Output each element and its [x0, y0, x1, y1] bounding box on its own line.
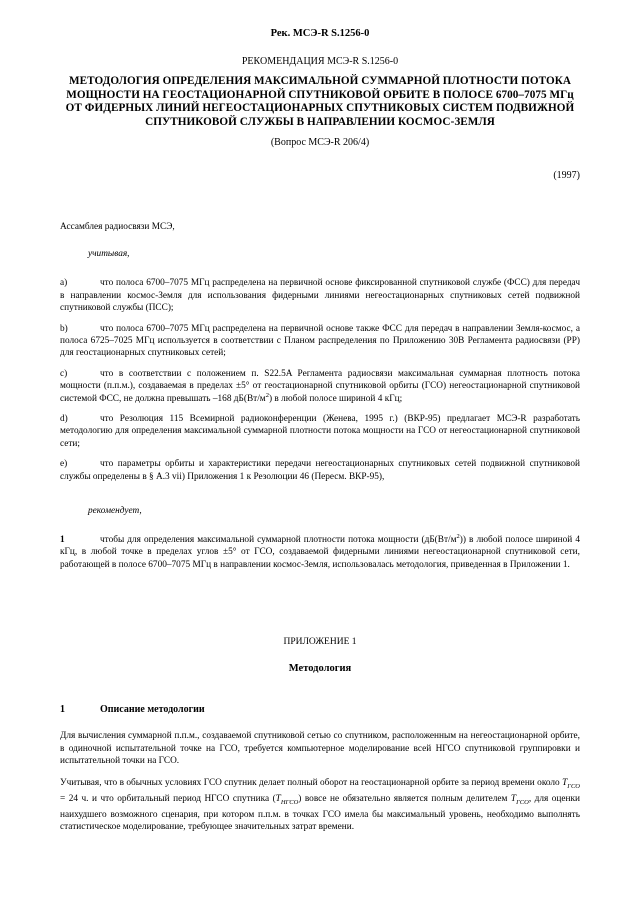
item-text: что полоса 6700–7075 МГц распределена на первичной основе также ФСС для передач в направлении Земля-космос, а полоса 6725–7025 МГц используется в соответствии с Планом распределения по Приложению 30B Регламента радиосвязи (РР) для геостационарных спутниковых сетей; — [60, 323, 580, 359]
section-title: Описание методологии — [100, 704, 205, 716]
annex-label: ПРИЛОЖЕНИЕ 1 — [283, 637, 357, 648]
item-text: что Резолюция 115 Всемирной радиоконференции (Женева, 1995 г.) (ВКР-95) предлагает МСЭ-R разработать методологию для определения максимальной суммарной плотности потока мощности на ГСО от негеостационарной спутниковой сети; — [60, 414, 580, 449]
item-text: что в соответствии с положением п. S22.5A Регламента радиосвязи максимальная суммарная плотность потока мощности (п.п.м.), создаваемая в пределах ±5° от геостационарной спутниковой орбиты (ГСО) негеостационарной спутниковой системой ФСС, не должна превышать –168 $дБ(Вт/м^2)$ в любой полосе шириной 4 кГц; — [60, 368, 580, 404]
considering-item-a — [60, 277, 580, 314]
item-label: e) — [60, 459, 68, 470]
item-label: 1 — [60, 535, 65, 546]
running-header: Рек. МСЭ-R S.1256-0 — [270, 28, 370, 39]
section-number: 1 — [60, 704, 65, 716]
question-reference: (Вопрос МСЭ-R 206/4) — [270, 137, 370, 149]
recommends-heading: рекомендует, — [88, 506, 142, 517]
section-heading — [60, 704, 580, 718]
item-label: c) — [60, 368, 68, 379]
document-page — [60, 28, 580, 834]
item-text: что параметры орбиты и характеристики передачи негеостационарных спутниковых сетей подвижной спутниковой службы определены в § A.3 vii) Приложения 1 к Резолюции 46 (Пересм. ВКР-95), — [60, 459, 580, 482]
document-title: МЕТОДОЛОГИЯ ОПРЕДЕЛЕНИЯ МАКСИМАЛЬНОЙ СУММАРНОЙ ПЛОТНОСТИ ПОТОКА МОЩНОСТИ НА ГЕОСТАЦИОНАРНОЙ СПУТНИКОВОЙ ОРБИТЕ В ПОЛОСЕ 6700–7075 МГц ОТ ФИДЕРНЫХ ЛИНИЙ НЕГЕОСТАЦИОНАРНЫХ СПУТНИКОВЫХ СИСТЕМ ПОДВИЖНОЙ СПУТНИКОВОЙ СЛУЖБЫ В НАПРАВЛЕНИИ КОСМОС-ЗЕМЛЯ — [65, 75, 575, 128]
considering-item-b — [60, 323, 580, 360]
recommendation-number: РЕКОМЕНДАЦИЯ МСЭ-R S.1256-0 — [241, 56, 399, 67]
considering-item-d — [60, 413, 580, 450]
annex-title: Методология — [288, 663, 352, 675]
considering-item-c — [60, 368, 580, 405]
year: (1997) — [553, 170, 580, 182]
item-text: чтобы для определения максимальной суммарной плотности потока мощности $(дБ(Вт/м^2))$ в любой полосе шириной 4 кГц, в любой точке в пределах углов ±5° от ГСО, создаваемой фидерными линиями негеостационарной спутниковой сети, работающей в полосе 6700–7075 МГц в направлении космос-Земля, использовалась методология, приведенная в Приложении 1. — [60, 532, 580, 570]
item-label: d) — [60, 414, 68, 425]
considering-heading: учитывая, — [88, 249, 130, 260]
considering-item-e — [60, 458, 580, 483]
recommends-item-1 — [60, 534, 580, 571]
paragraph-2: Учитывая, что в обычных условиях ГСО спутник делает полный оборот на геостационарной орбите за период времени около $T_{ГСО} = 24$ ч. и что орбитальный период НГСО спутника $(T_{НГСО})$ вовсе не обязательно является полным делителем $T_{ГСО}$, для оценки наихудшего возможного сценария, при котором п.п.м. в точках ГСО имела бы максимальный уровень, необходимо выполнять статистическое моделирование, требующее значительных затрат времени. — [60, 777, 580, 833]
assembly-line: Ассамблея радиосвязи МСЭ, — [60, 222, 175, 233]
item-text: что полоса 6700–7075 МГц распределена на первичной основе фиксированной спутниковой службе (ФСС) для передач в направлении космос-Земля для использования фидерными линиями негеостационарных спутниковых сетей подвижной спутниковой службы (ПСС); — [60, 278, 580, 314]
paragraph-1: Для вычисления суммарной п.п.м., создаваемой спутниковой сетью со спутником, расположенным на негеостационарной орбите, в одиночной испытательной точке на ГСО, требуется компьютерное моделирование всей НГСО спутниковой группировки и испытательной точки на ГСО. — [60, 731, 580, 767]
item-label: b) — [60, 323, 68, 334]
item-label: a) — [60, 278, 68, 289]
